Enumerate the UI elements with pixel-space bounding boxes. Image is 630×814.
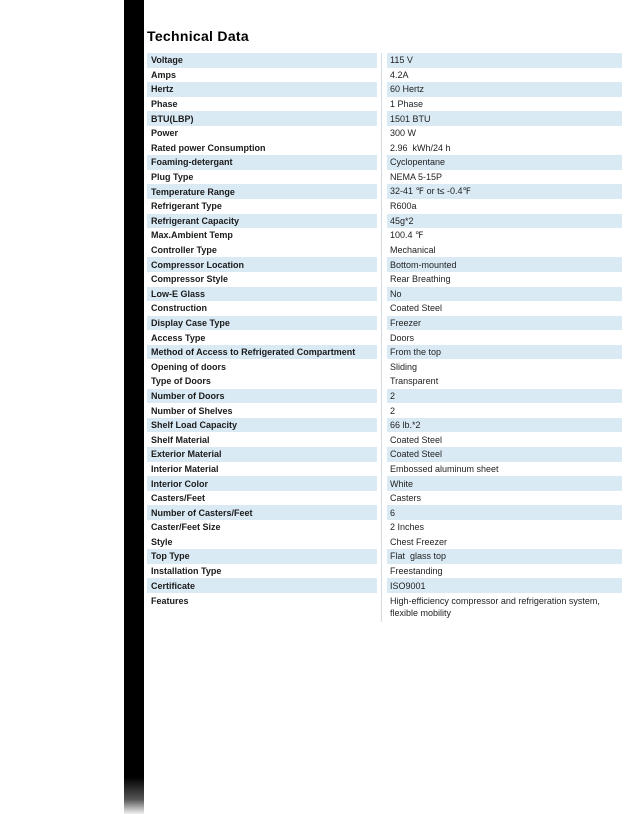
spec-label: Amps [151, 69, 177, 80]
column-gutter [377, 389, 387, 404]
spec-label: Rated power Consumption [151, 142, 266, 153]
spec-value: 4.2A [390, 69, 409, 80]
table-row [147, 68, 622, 83]
table-row [147, 272, 622, 287]
table-row [147, 82, 622, 97]
spec-label: Caster/Feet Size [151, 522, 221, 533]
spec-value: 32-41 ℉ or t≤ -0.4℉ [387, 184, 622, 199]
spec-label: Top Type [147, 549, 377, 564]
column-gutter [377, 68, 387, 83]
table-row [147, 389, 622, 404]
column-gutter [377, 593, 387, 622]
page-title: Technical Data [147, 28, 249, 44]
column-gutter [377, 505, 387, 520]
table-row [147, 228, 622, 243]
spec-value: 1 Phase [390, 99, 424, 110]
table-row [147, 447, 622, 462]
spec-value: Cyclopentane [387, 155, 622, 170]
spec-value: 2.96 kWh/24 h [390, 142, 451, 153]
spec-label: Shelf Load Capacity [147, 418, 377, 433]
column-gutter [377, 491, 387, 506]
spec-label: Shelf Material [151, 434, 210, 445]
spec-value: 2 Inches [390, 522, 425, 533]
spec-label: Voltage [147, 53, 377, 68]
spec-value: 100.4 ℉ [390, 229, 424, 240]
table-row [147, 257, 622, 272]
column-gutter [377, 535, 387, 550]
spec-label: Number of Doors [147, 389, 377, 404]
spec-value: Freezer [387, 316, 622, 331]
spec-label: Construction [151, 303, 207, 314]
table-row [147, 403, 622, 418]
column-gutter [377, 432, 387, 447]
column-gutter [377, 462, 387, 477]
column-gutter [377, 170, 387, 185]
spec-value: From the top [387, 345, 622, 360]
table-row [147, 535, 622, 550]
spec-value: High-efficiency compressor and refrigeration system, flexible mobility [390, 595, 600, 619]
spec-label: Number of Shelves [151, 405, 233, 416]
spec-label: Max.Ambient Temp [151, 230, 233, 241]
spec-value: Flat glass top [387, 549, 622, 564]
spec-label: Temperature Range [147, 184, 377, 199]
spec-label: Interior Material [151, 463, 219, 474]
column-gutter [377, 447, 387, 462]
column-gutter [377, 82, 387, 97]
column-gutter [377, 141, 387, 156]
spec-label: Compressor Style [151, 274, 229, 285]
spec-label: Certificate [147, 578, 377, 593]
spec-label: Low-E Glass [147, 287, 377, 302]
table-row [147, 199, 622, 214]
spec-label: Refrigerant Capacity [147, 214, 377, 229]
spec-value: 300 W [390, 128, 417, 139]
spec-label: Interior Color [147, 476, 377, 491]
table-row [147, 491, 622, 506]
spec-value: 2 [390, 405, 396, 416]
column-gutter [377, 578, 387, 593]
spec-label: Power [151, 128, 179, 139]
spec-value: 66 lb.*2 [387, 418, 622, 433]
spec-label: Opening of doors [151, 361, 226, 372]
spec-label: Access Type [151, 332, 206, 343]
column-gutter [377, 53, 387, 68]
table-row [147, 155, 622, 170]
column-divider [381, 53, 382, 622]
spec-value: Casters [390, 493, 422, 504]
spec-label: Plug Type [151, 172, 194, 183]
spec-label: Hertz [147, 82, 377, 97]
spec-value: Rear Breathing [390, 274, 451, 285]
spec-label: Refrigerant Type [151, 201, 222, 212]
spec-value: 6 [387, 505, 622, 520]
table-row [147, 97, 622, 112]
table-row [147, 505, 622, 520]
spec-label: Style [151, 536, 173, 547]
column-gutter [377, 549, 387, 564]
table-row [147, 462, 622, 477]
spec-value: Mechanical [390, 245, 436, 256]
spec-value: ISO9001 [387, 578, 622, 593]
black-accent-strip [124, 0, 144, 814]
column-gutter [377, 228, 387, 243]
table-row [147, 287, 622, 302]
table-row [147, 520, 622, 535]
column-gutter [377, 111, 387, 126]
spec-value: No [387, 287, 622, 302]
spec-value: Chest Freezer [390, 536, 448, 547]
spec-label: Installation Type [151, 566, 222, 577]
column-gutter [377, 257, 387, 272]
column-gutter [377, 184, 387, 199]
column-gutter [377, 199, 387, 214]
table-row [147, 316, 622, 331]
table-row [147, 359, 622, 374]
column-gutter [377, 374, 387, 389]
table-row [147, 564, 622, 579]
spec-label: Phase [151, 99, 178, 110]
column-gutter [377, 301, 387, 316]
spec-value: Sliding [390, 361, 418, 372]
table-row [147, 374, 622, 389]
table-row [147, 126, 622, 141]
column-gutter [377, 272, 387, 287]
spec-value: Coated Steel [387, 447, 622, 462]
spec-label: Foaming-detergant [147, 155, 377, 170]
spec-label: Method of Access to Refrigerated Compartment [147, 345, 377, 360]
column-gutter [377, 287, 387, 302]
table-row [147, 578, 622, 593]
table-row [147, 243, 622, 258]
column-gutter [377, 520, 387, 535]
column-gutter [377, 243, 387, 258]
spec-value: 1501 BTU [387, 111, 622, 126]
spec-value: Coated Steel [390, 434, 443, 445]
spec-value: R600a [390, 201, 417, 212]
spec-value: 45g*2 [387, 214, 622, 229]
spec-value: Doors [390, 332, 415, 343]
spec-value: Freestanding [390, 566, 443, 577]
table-row [147, 476, 622, 491]
column-gutter [377, 330, 387, 345]
column-gutter [377, 476, 387, 491]
table-row [147, 330, 622, 345]
brand-sidebar [0, 144, 124, 810]
spec-label: Compressor Location [147, 257, 377, 272]
spec-value: Embossed aluminum sheet [390, 463, 499, 474]
spec-label: Number of Casters/Feet [147, 505, 377, 520]
table-row [147, 170, 622, 185]
spec-value: White [387, 476, 622, 491]
column-gutter [377, 345, 387, 360]
spec-value: 60 Hertz [387, 82, 622, 97]
spec-table [147, 53, 622, 622]
spec-label: Display Case Type [147, 316, 377, 331]
spec-value: Transparent [390, 376, 439, 387]
column-gutter [377, 155, 387, 170]
column-gutter [377, 97, 387, 112]
column-gutter [377, 126, 387, 141]
table-row [147, 432, 622, 447]
spec-value: 2 [387, 389, 622, 404]
table-row [147, 214, 622, 229]
column-gutter [377, 214, 387, 229]
spec-value: Bottom-mounted [387, 257, 622, 272]
spec-value: NEMA 5-15P [390, 172, 443, 183]
spec-label: Features [151, 595, 189, 606]
table-row [147, 549, 622, 564]
column-gutter [377, 316, 387, 331]
table-row [147, 345, 622, 360]
table-row [147, 141, 622, 156]
table-row [147, 418, 622, 433]
table-row [147, 53, 622, 68]
spec-value: 115 V [387, 53, 622, 68]
spec-label: Controller Type [151, 245, 217, 256]
column-gutter [377, 403, 387, 418]
spec-label: Exterior Material [147, 447, 377, 462]
column-gutter [377, 418, 387, 433]
table-row [147, 111, 622, 126]
column-gutter [377, 359, 387, 374]
table-row [147, 593, 622, 622]
table-row [147, 184, 622, 199]
column-gutter [377, 564, 387, 579]
spec-label: Casters/Feet [151, 493, 206, 504]
brand-vertical-text: SUILING REFREFRIGERATION [52, 174, 73, 487]
table-row [147, 301, 622, 316]
spec-label: BTU(LBP) [147, 111, 377, 126]
spec-label: Type of Doors [151, 376, 211, 387]
spec-value: Coated Steel [390, 303, 443, 314]
